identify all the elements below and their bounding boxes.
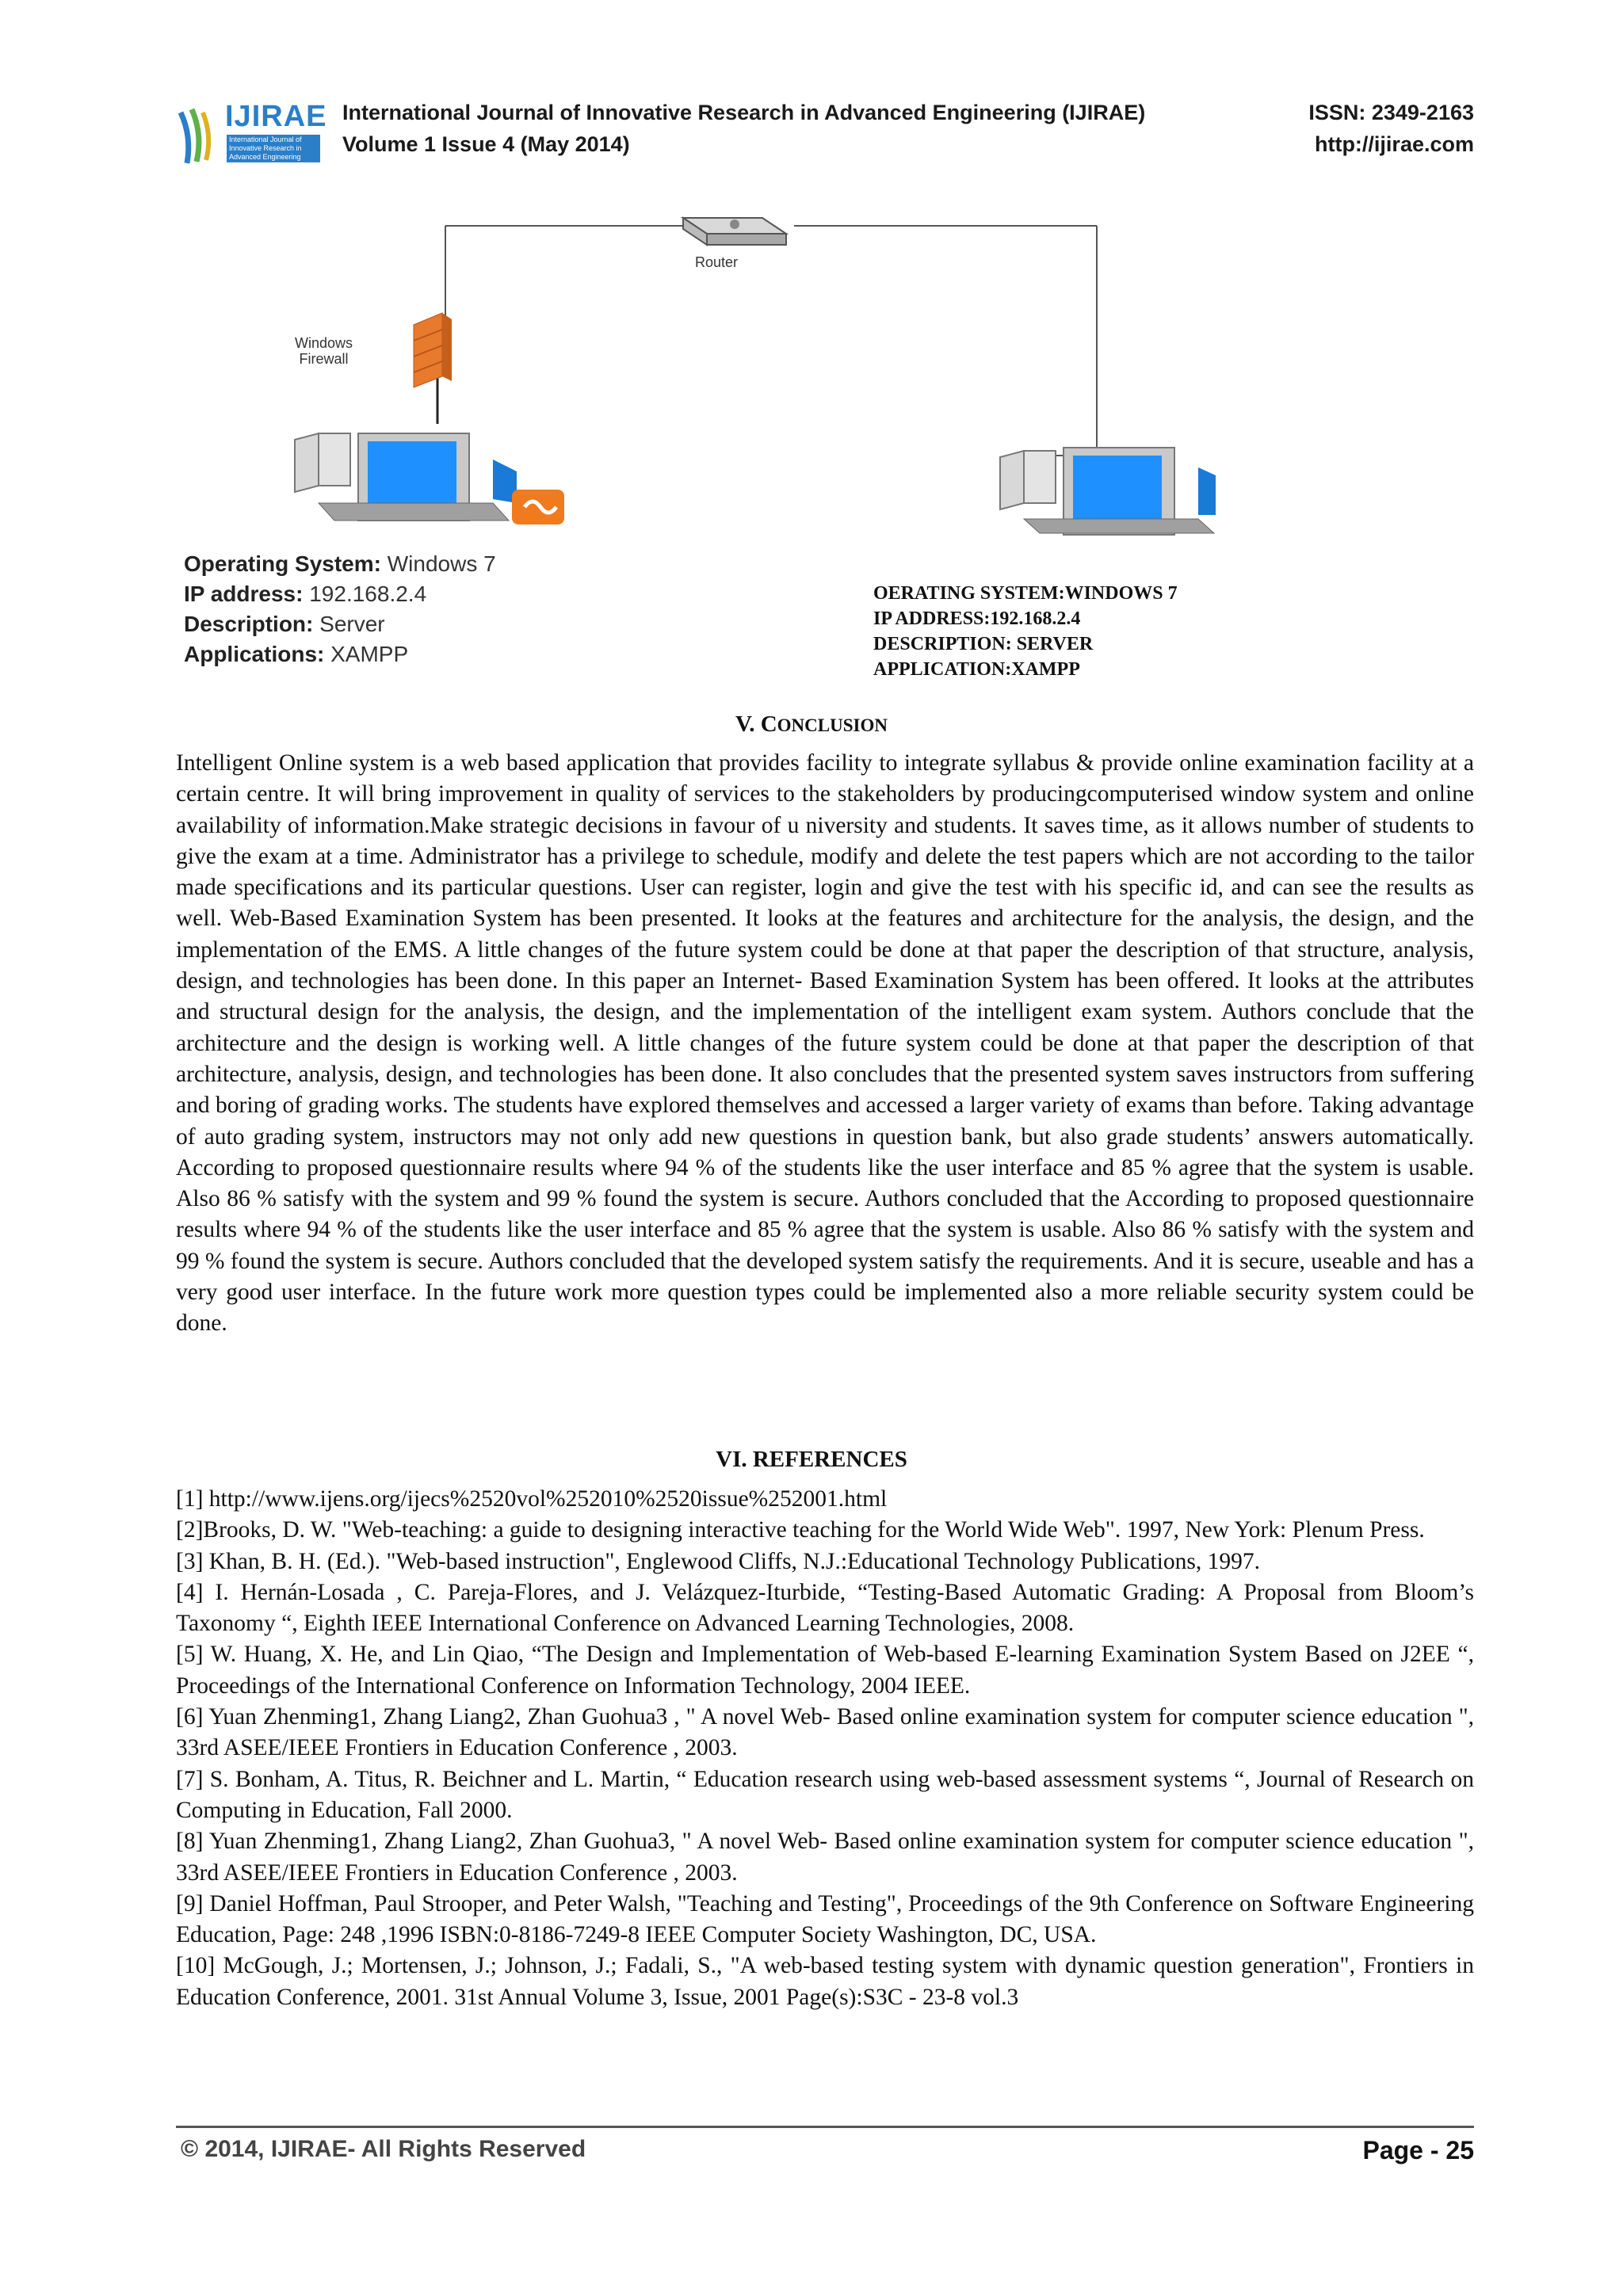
footer-divider [176,2126,1474,2128]
journal-url[interactable]: http://ijirae.com [1314,132,1474,156]
journal-meta [1308,97,1474,160]
reference-item: [1] http://www.ijens.org/ijecs%2520vol%252010%2520issue%252001.html [176,1486,888,1512]
reference-item: [5] W. Huang, X. He, and Lin Qiao, “The Design and Implementation of Web-based E-learning Examination System Based on J2EE “, Proceedings of the International Conference on Information Technology, 2004 IEEE. [176,1642,1474,1699]
references-list [176,1484,1474,2013]
journal-logo [176,98,334,170]
journal-issue: Volume 1 Issue 4 (May 2014) [342,132,630,156]
server-info-applications: Applications: XAMPP [184,642,409,666]
firewall-label-line2: Firewall [299,351,349,367]
logo-swoosh-icon [176,105,223,168]
firewall-icon [414,313,452,387]
server-computer-icon [295,433,517,521]
references-heading: VI. REFERENCES [716,1447,907,1472]
page-header [176,93,1474,169]
reference-item: [3] Khan, B. H. (Ed.). "Web-based instruction", Englewood Cliffs, N.J.:Educational Technology Publications, 1997. [176,1548,1260,1574]
journal-info [342,97,1145,160]
firewall-label [295,335,353,367]
reference-item: [8] Yuan Zhenming1, Zhang Liang2, Zhan Guohua3, " A novel Web- Based online examination system for computer science education ", 33rd ASEE/IEEE Frontiers in Education Conference , 2003. [176,1829,1474,1886]
server-info [184,549,496,669]
reference-item: [6] Yuan Zhenming1, Zhang Liang2, Zhan Guohua3 , " A novel Web- Based online examination system for computer science education ", 33rd ASEE/IEEE Frontiers in Education Conference , 2003. [176,1704,1474,1761]
server-info-os: Operating System: Windows 7 [184,551,496,576]
router-label: Router [695,254,739,270]
server-info-description: Description: Server [184,612,385,636]
logo-subtitle: International Journal of Innovative Research in Advanced Engineering [227,135,320,162]
client-computer-icon [1000,448,1216,535]
logo-text: IJIRAE [225,100,327,133]
network-diagram [176,202,1474,693]
journal-title: International Journal of Innovative Research in Advanced Engineering (IJIRAE) [342,101,1146,124]
conclusion-heading: V. CONCLUSION [735,711,888,737]
reference-item: [9] Daniel Hoffman, Paul Strooper, and Peter Walsh, "Teaching and Testing", Proceedings of the 9th Conference on Software Engineering Education, Page: 248 ,1996 ISBN:0-8186-7249-8 IEEE Computer Society Washington, DC, USA. [176,1890,1474,1948]
client-info [873,581,1178,682]
footer-copyright: © 2014, IJIRAE- All Rights Reserved [181,2136,586,2162]
xampp-logo-icon [512,490,564,524]
client-info-ip: IP ADDRESS:192.168.2.4 [873,608,1081,629]
reference-item: [4] I. Hernán-Losada , C. Pareja-Flores, and J. Velázquez-Iturbide, “Testing-Based Automatic Grading: A Proposal from Bloom’s Taxonomy “, Eighth IEEE International Conference on Advanced Learning Technologies, 2008. [176,1579,1474,1637]
client-info-description: DESCRIPTION: SERVER [873,634,1094,654]
conclusion-paragraph: Intelligent Online system is a web based application that provides facility to integrate syllabus & provide online examination facility at a certain centre. It will bring improvement in quality of services to the stakeholders by producingcomputerised window system and online availability of information.Make strategic decisions in favour of u niversity and students. It saves time, as it allows number of students to give the exam at a time. Administrator has a privilege to schedule, modify and delete the test papers which are not according to the tailor made specifications and its particular questions. User can register, login and give the test with his specific id, and can see the results as well. Web-Based Examination System has been presented. It looks at the features and architecture for the analysis, the design, and the implementation of the EMS. A little changes of the future system could be done at that paper the description of that structure, analysis, design, and technologies has been done. In this paper an Internet- Based Examination System has been offered. It looks at the attributes and structural design for the analysis, the design, and the implementation of the intelligent exam system. Authors conclude that the architecture and the design is working well. A little changes of the future system could be done at that paper the description of that architecture, analysis, design, and technologies has been done. It also concludes that the presented system saves instructors from suffering and boring of grading works. The students have explored themselves and accessed a larger variety of exams than before. Taking advantage of auto grading system, instructors may not only add new questions in question bank, but also grade students’ answers automatically. According to proposed questionnaire results where 94 % of the students like the user interface and 85 % agree that the system is usable. Also 86 % satisfy with the system and 99 % found the system is secure. Authors concluded that the According to proposed questionnaire results where 94 % of the students like the user interface and 85 % agree that the system is usable. Also 86 % satisfy with the system and 99 % found the system is secure. Authors concluded that the developed system satisfy the requirements. And it is secure, useable and has a very good user interface. In the future work more question types could be implemented also a more reliable security system could be done. [176,750,1474,1337]
reference-item: [10] McGough, J.; Mortensen, J.; Johnson, J.; Fadali, S., "A web-based testing system with dynamic question generation", Frontiers in Education Conference, 2001. 31st Annual Volume 3, Issue, 2001 Page(s):S3C - 23-8 vol.3 [176,1953,1474,2010]
reference-item: [2]Brooks, D. W. "Web-teaching: a guide to designing interactive teaching for the World Wide Web". 1997, New York: Plenum Press. [176,1517,1425,1543]
journal-issn: ISSN: 2349-2163 [1308,101,1474,124]
firewall-label-line1: Windows [295,335,353,351]
reference-item: [7] S. Bonham, A. Titus, R. Beichner and L. Martin, “ Education research using web-based assessment systems “, Journal of Research on Computing in Education, Fall 2000. [176,1766,1474,1823]
client-info-application: APPLICATION:XAMPP [873,659,1080,680]
server-info-ip: IP address: 192.168.2.4 [184,582,427,606]
footer-page-number: Page - 25 [1362,2136,1474,2164]
router-icon [683,218,786,245]
client-info-os: OERATING SYSTEM:WINDOWS 7 [873,583,1178,604]
